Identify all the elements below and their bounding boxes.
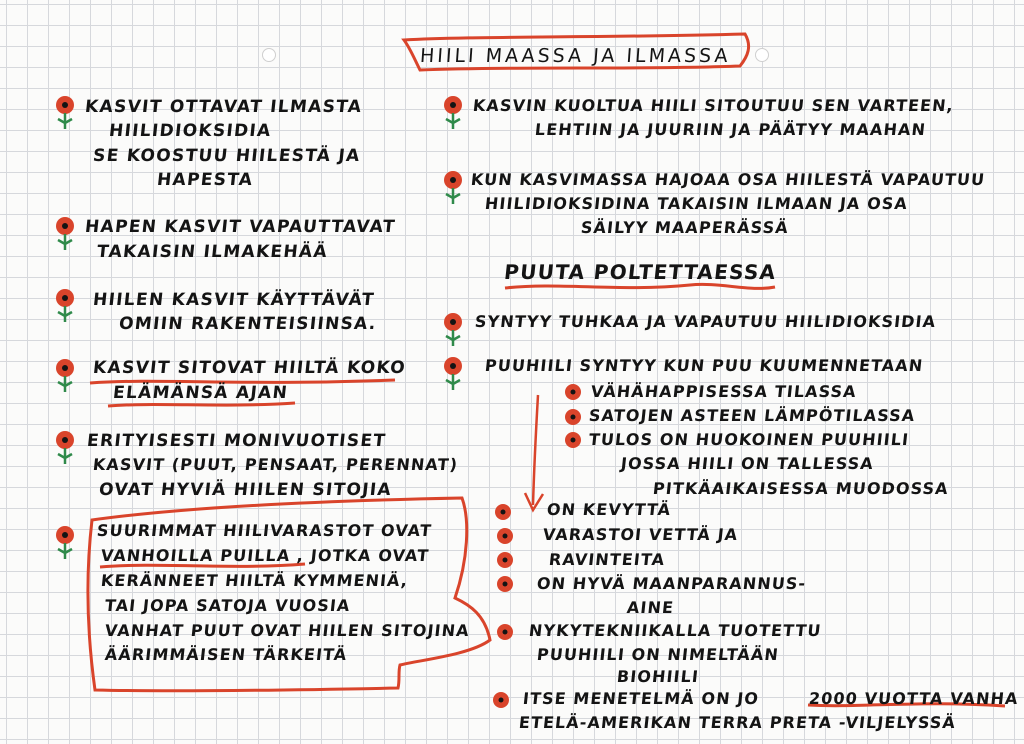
right-item3-line1: SYNTYY TUHKAA JA VAPAUTUU HIILIDIOKSIDIA	[474, 312, 938, 331]
right-item5-line3: BIOHIILI	[616, 667, 700, 686]
left-item1-line2: HIILIDIOKSIDIA	[108, 121, 273, 141]
red-dot-icon	[490, 688, 512, 712]
left-item5-line3: OVAT HYVIÄ HIILEN SITOJIA	[98, 480, 393, 500]
left-item4-line2: ELÄMÄNSÄ AJAN	[112, 383, 290, 403]
left-item6-line6: ÄÄRIMMÄISEN TÄRKEITÄ	[104, 645, 349, 664]
left-item5-line1: ERITYISESTI MONIVUOTISET	[86, 431, 388, 451]
punch-hole	[262, 48, 276, 62]
red-dot-icon	[562, 380, 584, 404]
right-sub-line5: PITKÄAIKAISESSA MUODOSSA	[652, 479, 950, 498]
prop-line4: ON HYVÄ MAANPARANNUS-	[536, 574, 808, 593]
page-title: HIILI MAASSA JA ILMASSA	[419, 45, 732, 67]
red-dot-icon	[494, 620, 516, 644]
left-item5-line2: KASVIT (PUUT, PENSAAT, PERENNAT)	[92, 455, 460, 474]
subtitle: PUUTA POLTETTAESSA	[503, 260, 778, 284]
right-sub-line3: TULOS ON HUOKOINEN PUUHIILI	[588, 430, 911, 449]
red-dot-icon	[494, 524, 516, 548]
left-item2-line1: HAPEN KASVIT VAPAUTTAVAT	[84, 217, 397, 237]
left-item1-line3: SE KOOSTUU HIILESTÄ JA	[92, 146, 362, 166]
poppy-flower-icon	[50, 95, 80, 131]
arrow-shaft	[533, 395, 538, 505]
right-item2-line1: KUN KASVIMASSA HAJOAA OSA HIILESTÄ VAPAUTUU	[470, 170, 987, 189]
prop-line5: AINE	[626, 598, 676, 617]
left-item4-line1: KASVIT SITOVAT HIILTÄ KOKO	[92, 358, 407, 378]
right-item5-line2: PUUHIILI ON NIMELTÄÄN	[536, 645, 780, 664]
left-item2-line2: TAKAISIN ILMAKEHÄÄ	[96, 242, 329, 262]
left-item6-line3: KERÄNNEET HIILTÄ KYMMENIÄ,	[100, 571, 410, 590]
punch-hole	[755, 48, 769, 62]
left-item6-line1: SUURIMMAT HIILIVARASTOT OVAT	[96, 521, 433, 540]
red-dot-icon	[494, 548, 516, 572]
right-item5-line1: NYKYTEKNIIKALLA TUOTETTU	[528, 621, 823, 640]
arrow-head	[525, 493, 543, 510]
right-item6-emph: 2000 VUOTTA VANHA	[808, 689, 1020, 708]
right-item1-line1: KASVIN KUOLTUA HIILI SITOUTUU SEN VARTEEN,	[472, 96, 955, 115]
poppy-flower-icon	[50, 358, 80, 394]
poppy-flower-icon	[50, 525, 80, 561]
left-item3-line1: HIILEN KASVIT KÄYTTÄVÄT	[92, 290, 376, 310]
right-item2-line2: HIILIDIOKSIDINA TAKAISIN ILMAAN JA OSA	[484, 194, 909, 213]
right-item6-line2: ETELÄ-AMERIKAN TERRA PRETA -VILJELYSSÄ	[518, 713, 957, 732]
red-dot-icon	[562, 405, 584, 429]
right-sub-line2: SATOJEN ASTEEN LÄMPÖTILASSA	[588, 406, 917, 425]
poppy-flower-icon	[438, 170, 468, 206]
left-item6-emph: VANHOILLA PUILLA	[100, 546, 292, 565]
poppy-flower-icon	[50, 216, 80, 252]
right-item4-line1: PUUHIILI SYNTYY KUN PUU KUUMENNETAAN	[484, 356, 925, 375]
left-item6-line2-rest: , JOTKA OVAT	[296, 546, 431, 565]
left-item3-line2: OMIIN RAKENTEISIINSA.	[118, 314, 378, 334]
subtitle-underline	[505, 284, 775, 288]
poppy-flower-icon	[438, 95, 468, 131]
left-item6-line5: VANHAT PUUT OVAT HIILEN SITOJINA	[104, 621, 471, 640]
prop-line3: RAVINTEITA	[548, 550, 667, 569]
poppy-flower-icon	[50, 288, 80, 324]
red-dot-icon	[562, 428, 584, 452]
red-dot-icon	[492, 500, 514, 524]
prop-line2: VARASTOI VETTÄ JA	[542, 525, 740, 544]
left-item1-line4: HAPESTA	[156, 170, 255, 190]
left-item6-line4: TAI JOPA SATOJA VUOSIA	[104, 596, 352, 615]
right-item2-line3: SÄILYY MAAPERÄSSÄ	[580, 218, 790, 237]
right-item1-line2: LEHTIIN JA JUURIIN JA PÄÄTYY MAAHAN	[534, 120, 928, 139]
left-item1-line1: KASVIT OTTAVAT ILMASTA	[84, 97, 364, 117]
right-sub-line4: JOSSA HIILI ON TALLESSA	[620, 454, 875, 473]
right-item6-line1: ITSE MENETELMÄ ON JO	[522, 689, 761, 708]
poppy-flower-icon	[438, 312, 468, 348]
poppy-flower-icon	[438, 356, 468, 392]
red-dot-icon	[494, 572, 516, 596]
underline-elamansa	[108, 403, 295, 406]
right-sub-line1: VÄHÄHAPPISESSA TILASSA	[590, 382, 858, 401]
poppy-flower-icon	[50, 430, 80, 466]
prop-line1: ON KEVYTTÄ	[546, 500, 673, 519]
